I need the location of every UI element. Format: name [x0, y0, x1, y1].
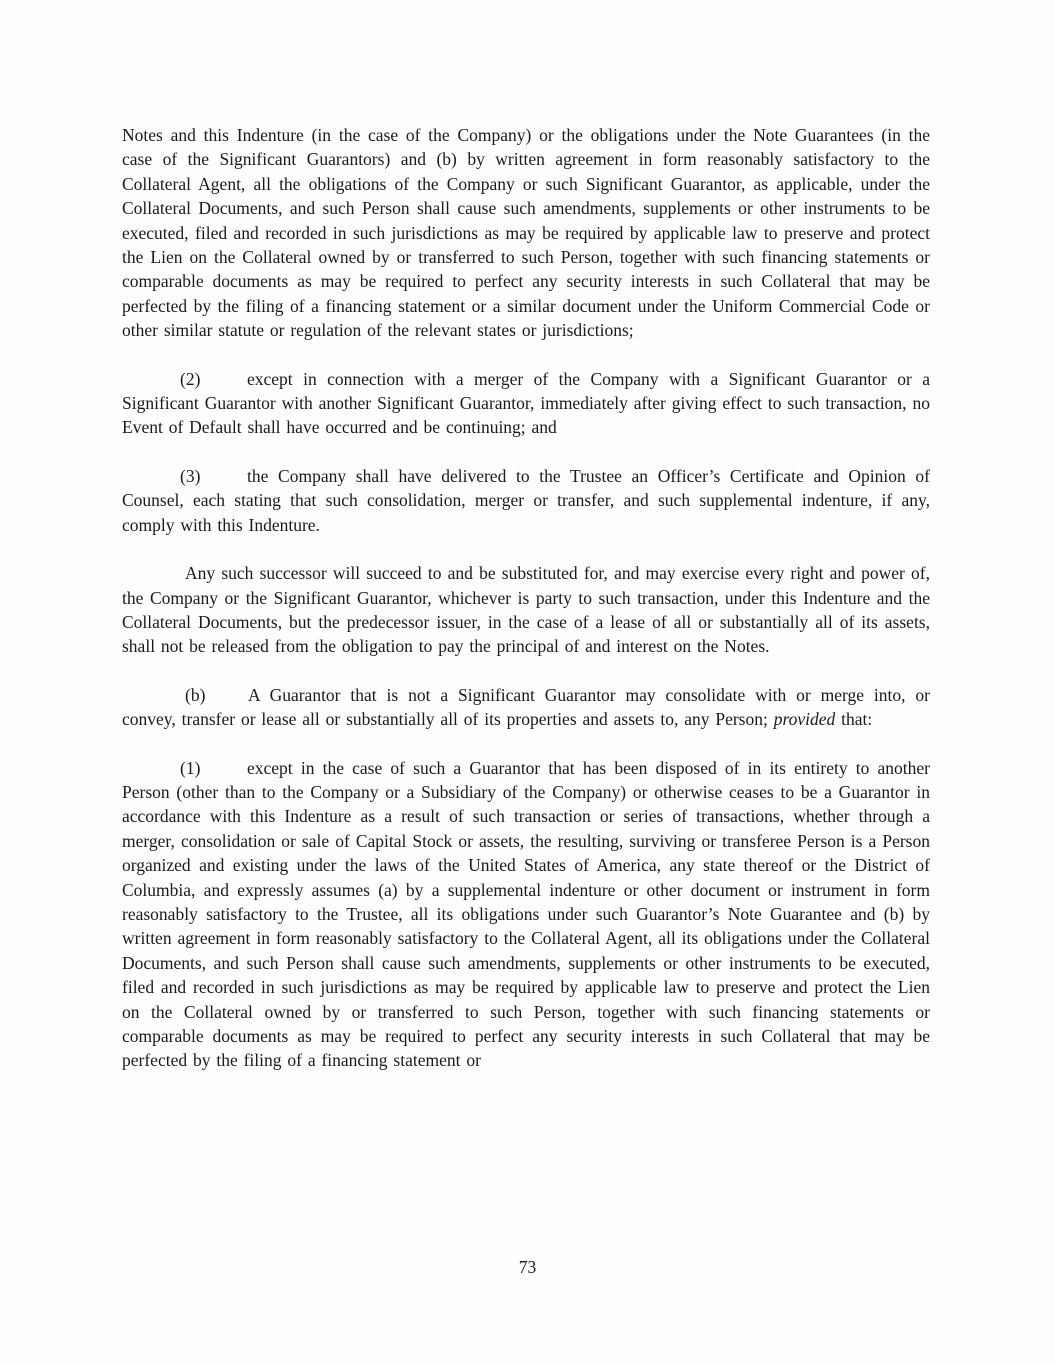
successor-paragraph-text: Any such successor will succeed to and be substituted for, and may exercise every right and power of, the Company or the Significant Guarantor, whichever is party to such transaction, under this Indenture and the Collateral Documents, but the predecessor issuer, in the case of a lease of all or substantially all of its assets, shall not be released from the obligation to pay the principal of and interest on the Notes.: [122, 563, 930, 657]
clause-2-text: except in connection with a merger of the Company with a Significant Guarantor or a Significant Guarantor with another Significant Guarantor, immediately after giving effect to such transaction, no Event of Default shall have occurred and be continuing; and: [122, 368, 930, 438]
clause-1-text: except in the case of such a Guarantor that has been disposed of in its entirety to another Person (other than to the Company or a Subsidiary of the Company) or otherwise ceases to be a Guarantor in accordance with this Indenture as a result of such transaction or series of transactions, whether through a merger, consolidation or sale of Capital Stock or assets, the resulting, surviving or transferee Person is a Person organized and existing under the laws of the United States of America, any state thereof or the District of Columbia, and expressly assumes (a) by a supplemental indenture or other document or instrument in form reasonably satisfactory to the Trustee, all its obligations under such Guarantor’s Note Guarantee and (b) by written agreement in form reasonably satisfactory to the Collateral Agent, all its obligations under the Collateral Documents, and such Person shall cause such amendments, supplements or other instruments to be executed, filed and recorded in such jurisdictions as may be required by applicable law to preserve and protect the Lien on the Collateral owned by or transferred to such Person, together with such financing statements or comparable documents as may be required to perfect any security interests in such Collateral that may be perfected by the filing of a financing statement or: [122, 757, 930, 1071]
successor-paragraph: [122, 561, 930, 659]
clause-b-label: (b): [185, 684, 206, 705]
clause-1-label: (1): [180, 757, 201, 778]
continuation-paragraph-text: Notes and this Indenture (in the case of the Company) or the obligations under the Note Guarantees (in the case of the Significant Guarantors) and (b) by written agreement in form reasonably satisfactory to the Collateral Agent, all the obligations of the Company or such Significant Guarantor, as applicable, under the Collateral Documents, and such Person shall cause such amendments, supplements or other instruments to be executed, filed and recorded in such jurisdictions as may be required by applicable law to preserve and protect the Lien on the Collateral owned by or transferred to such Person, together with such financing statements or comparable documents as may be required to perfect any security interests in such Collateral that may be perfected by the filing of a financing statement or a similar document under the Uniform Commercial Code or other similar statute or regulation of the relevant states or jurisdictions;: [122, 125, 930, 341]
clause-b-italic-word: provided: [773, 709, 836, 730]
page-number: 73: [518, 1257, 537, 1277]
clause-b-text-before: A Guarantor that is not a Significant Guarantor may consolidate with or merge into, or convey, transfer or lease all or substantially all of its properties and assets to, any Person;: [122, 684, 930, 730]
clause-3-text: the Company shall have delivered to the Trustee an Officer’s Certificate and Opinion of Counsel, each stating that such consolidation, merger or transfer, and such supplemental indenture, if any, comply with this Indenture.: [122, 465, 930, 535]
clause-3-label: (3): [180, 465, 201, 486]
clause-b-paragraph: [122, 683, 930, 732]
continuation-paragraph: [122, 123, 930, 343]
clause-2-label: (2): [180, 368, 201, 389]
clause-2-paragraph: [122, 367, 930, 440]
clause-3-paragraph: [122, 464, 930, 537]
clause-1-paragraph: [122, 756, 930, 1073]
clause-b-text-after: that:: [835, 709, 873, 730]
